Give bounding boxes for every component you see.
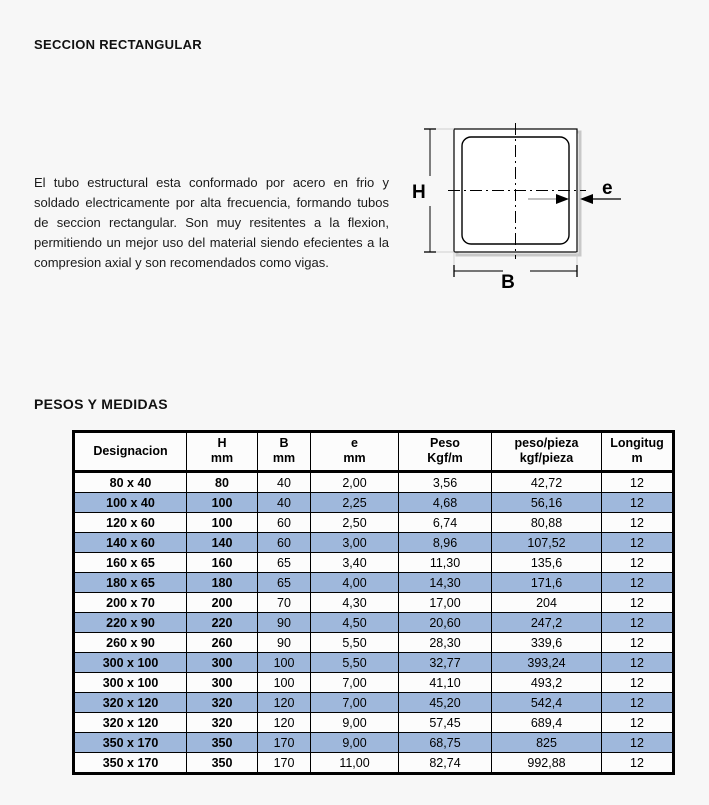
- cell-e: 9,00: [311, 713, 399, 733]
- column-header-peso-pieza: [492, 432, 602, 472]
- cell-b: 100: [258, 673, 311, 693]
- cell-h: 320: [187, 693, 258, 713]
- table-row: [74, 513, 674, 533]
- cell-peso-pieza: 42,72: [492, 472, 602, 493]
- cell-peso-pieza: 80,88: [492, 513, 602, 533]
- cell-e: 3,40: [311, 553, 399, 573]
- cell-longitud: 12: [602, 693, 674, 713]
- cell-h: 300: [187, 673, 258, 693]
- column-header-longitud: [602, 432, 674, 472]
- column-header-b: [258, 432, 311, 472]
- cell-peso: 6,74: [399, 513, 492, 533]
- cell-longitud: 12: [602, 633, 674, 653]
- cell-e: 4,00: [311, 573, 399, 593]
- table-row: [74, 673, 674, 693]
- table-row: [74, 593, 674, 613]
- cell-e: 4,30: [311, 593, 399, 613]
- cell-peso-pieza: 247,2: [492, 613, 602, 633]
- cell-longitud: 12: [602, 533, 674, 553]
- column-header-e: [311, 432, 399, 472]
- cell-peso: 82,74: [399, 753, 492, 774]
- cell-b: 90: [258, 633, 311, 653]
- cell-peso: 45,20: [399, 693, 492, 713]
- cell-designacion: 300 x 100: [74, 673, 187, 693]
- column-header-unit: mm: [343, 451, 366, 465]
- cell-b: 170: [258, 753, 311, 774]
- cell-peso-pieza: 825: [492, 733, 602, 753]
- cell-h: 300: [187, 653, 258, 673]
- table-row: [74, 493, 674, 513]
- cell-h: 80: [187, 472, 258, 493]
- cell-b: 60: [258, 533, 311, 553]
- cell-designacion: 180 x 65: [74, 573, 187, 593]
- cell-peso: 20,60: [399, 613, 492, 633]
- column-header-unit: Kgf/m: [427, 451, 463, 465]
- cell-peso-pieza: 992,88: [492, 753, 602, 774]
- cell-peso-pieza: 135,6: [492, 553, 602, 573]
- cross-section-diagram: [408, 108, 668, 303]
- column-header-peso: [399, 432, 492, 472]
- table-row: [74, 713, 674, 733]
- cell-peso-pieza: 204: [492, 593, 602, 613]
- table-row: [74, 613, 674, 633]
- cell-h: 160: [187, 553, 258, 573]
- column-header-designacion: [74, 432, 187, 472]
- cell-b: 70: [258, 593, 311, 613]
- cell-e: 2,50: [311, 513, 399, 533]
- cell-b: 65: [258, 573, 311, 593]
- table-header: [74, 432, 674, 472]
- e-arrow-right: [580, 194, 593, 204]
- e-label: e: [602, 178, 613, 199]
- cell-designacion: 100 x 40: [74, 493, 187, 513]
- b-label: B: [501, 272, 515, 293]
- cell-designacion: 350 x 170: [74, 733, 187, 753]
- cell-peso-pieza: 393,24: [492, 653, 602, 673]
- cell-peso-pieza: 56,16: [492, 493, 602, 513]
- page-title: SECCION RECTANGULAR: [34, 37, 202, 52]
- cell-designacion: 260 x 90: [74, 633, 187, 653]
- cell-peso: 28,30: [399, 633, 492, 653]
- cell-designacion: 200 x 70: [74, 593, 187, 613]
- column-header-h: [187, 432, 258, 472]
- cell-e: 4,50: [311, 613, 399, 633]
- column-header-unit: m: [631, 451, 643, 465]
- column-header-unit: kgf/pieza: [519, 451, 574, 465]
- cell-peso-pieza: 542,4: [492, 693, 602, 713]
- cell-h: 350: [187, 733, 258, 753]
- cell-longitud: 12: [602, 713, 674, 733]
- column-header-label: B: [279, 436, 289, 450]
- cell-peso: 14,30: [399, 573, 492, 593]
- cell-h: 350: [187, 753, 258, 774]
- cell-designacion: 320 x 120: [74, 713, 187, 733]
- cell-b: 170: [258, 733, 311, 753]
- cell-designacion: 140 x 60: [74, 533, 187, 553]
- cell-designacion: 80 x 40: [74, 472, 187, 493]
- cell-peso: 57,45: [399, 713, 492, 733]
- cell-h: 140: [187, 533, 258, 553]
- cell-designacion: 220 x 90: [74, 613, 187, 633]
- cell-b: 90: [258, 613, 311, 633]
- cell-e: 5,50: [311, 653, 399, 673]
- table-row: [74, 633, 674, 653]
- cell-longitud: 12: [602, 553, 674, 573]
- cell-e: 11,00: [311, 753, 399, 774]
- cell-b: 60: [258, 513, 311, 533]
- table-row: [74, 753, 674, 774]
- column-header-label: Designacion: [93, 443, 168, 458]
- cell-h: 100: [187, 493, 258, 513]
- cell-longitud: 12: [602, 472, 674, 493]
- h-label: H: [412, 182, 426, 203]
- cell-peso: 68,75: [399, 733, 492, 753]
- cell-peso-pieza: 107,52: [492, 533, 602, 553]
- cell-peso: 41,10: [399, 673, 492, 693]
- cell-designacion: 160 x 65: [74, 553, 187, 573]
- cell-e: 2,00: [311, 472, 399, 493]
- column-header-unit: mm: [272, 451, 296, 465]
- cell-h: 180: [187, 573, 258, 593]
- cell-longitud: 12: [602, 513, 674, 533]
- cell-peso: 8,96: [399, 533, 492, 553]
- cell-peso: 4,68: [399, 493, 492, 513]
- cell-e: 2,25: [311, 493, 399, 513]
- table-row: [74, 733, 674, 753]
- cell-peso-pieza: 339,6: [492, 633, 602, 653]
- cell-peso: 32,77: [399, 653, 492, 673]
- cell-peso-pieza: 493,2: [492, 673, 602, 693]
- cell-designacion: 120 x 60: [74, 513, 187, 533]
- table-row: [74, 553, 674, 573]
- cell-peso-pieza: 171,6: [492, 573, 602, 593]
- cell-longitud: 12: [602, 653, 674, 673]
- column-header-label: Longitug: [610, 436, 664, 450]
- cell-peso: 3,56: [399, 472, 492, 493]
- cell-h: 220: [187, 613, 258, 633]
- column-header-label: Peso: [430, 436, 460, 450]
- table-row: [74, 693, 674, 713]
- table-row: [74, 653, 674, 673]
- cell-peso: 11,30: [399, 553, 492, 573]
- cell-longitud: 12: [602, 493, 674, 513]
- cell-longitud: 12: [602, 753, 674, 774]
- cell-h: 320: [187, 713, 258, 733]
- cell-longitud: 12: [602, 733, 674, 753]
- cell-e: 7,00: [311, 673, 399, 693]
- cell-b: 120: [258, 713, 311, 733]
- column-header-label: H: [217, 436, 227, 450]
- cell-longitud: 12: [602, 673, 674, 693]
- cell-h: 100: [187, 513, 258, 533]
- column-header-label: e: [351, 436, 358, 450]
- cell-h: 260: [187, 633, 258, 653]
- table-header-row: [74, 432, 674, 472]
- cell-e: 5,50: [311, 633, 399, 653]
- cell-designacion: 300 x 100: [74, 653, 187, 673]
- cell-e: 7,00: [311, 693, 399, 713]
- cell-b: 100: [258, 653, 311, 673]
- cell-h: 200: [187, 593, 258, 613]
- cell-longitud: 12: [602, 573, 674, 593]
- column-header-label: peso/pieza: [514, 436, 579, 450]
- cell-e: 9,00: [311, 733, 399, 753]
- cell-designacion: 350 x 170: [74, 753, 187, 774]
- specs-table: [72, 430, 675, 775]
- table-heading: PESOS Y MEDIDAS: [34, 396, 168, 412]
- table-body: [74, 472, 674, 774]
- cell-e: 3,00: [311, 533, 399, 553]
- specs-table-container: [72, 430, 664, 775]
- table-row: [74, 533, 674, 553]
- section-description: El tubo estructural esta conformado por acero en frio y soldado electricamente por alta frecuencia, formando tubos de seccion rectangular. Son muy resitentes a la flexion, permitiendo un mejor uso del material siendo efecientes a la compresion axial y son recomendados como vigas.: [34, 175, 389, 270]
- cell-designacion: 320 x 120: [74, 693, 187, 713]
- cell-peso: 17,00: [399, 593, 492, 613]
- table-row: [74, 472, 674, 493]
- table-row: [74, 573, 674, 593]
- cell-longitud: 12: [602, 593, 674, 613]
- cell-longitud: 12: [602, 613, 674, 633]
- cell-b: 40: [258, 472, 311, 493]
- cell-peso-pieza: 689,4: [492, 713, 602, 733]
- cell-b: 120: [258, 693, 311, 713]
- column-header-unit: mm: [210, 451, 234, 465]
- cell-b: 40: [258, 493, 311, 513]
- cell-b: 65: [258, 553, 311, 573]
